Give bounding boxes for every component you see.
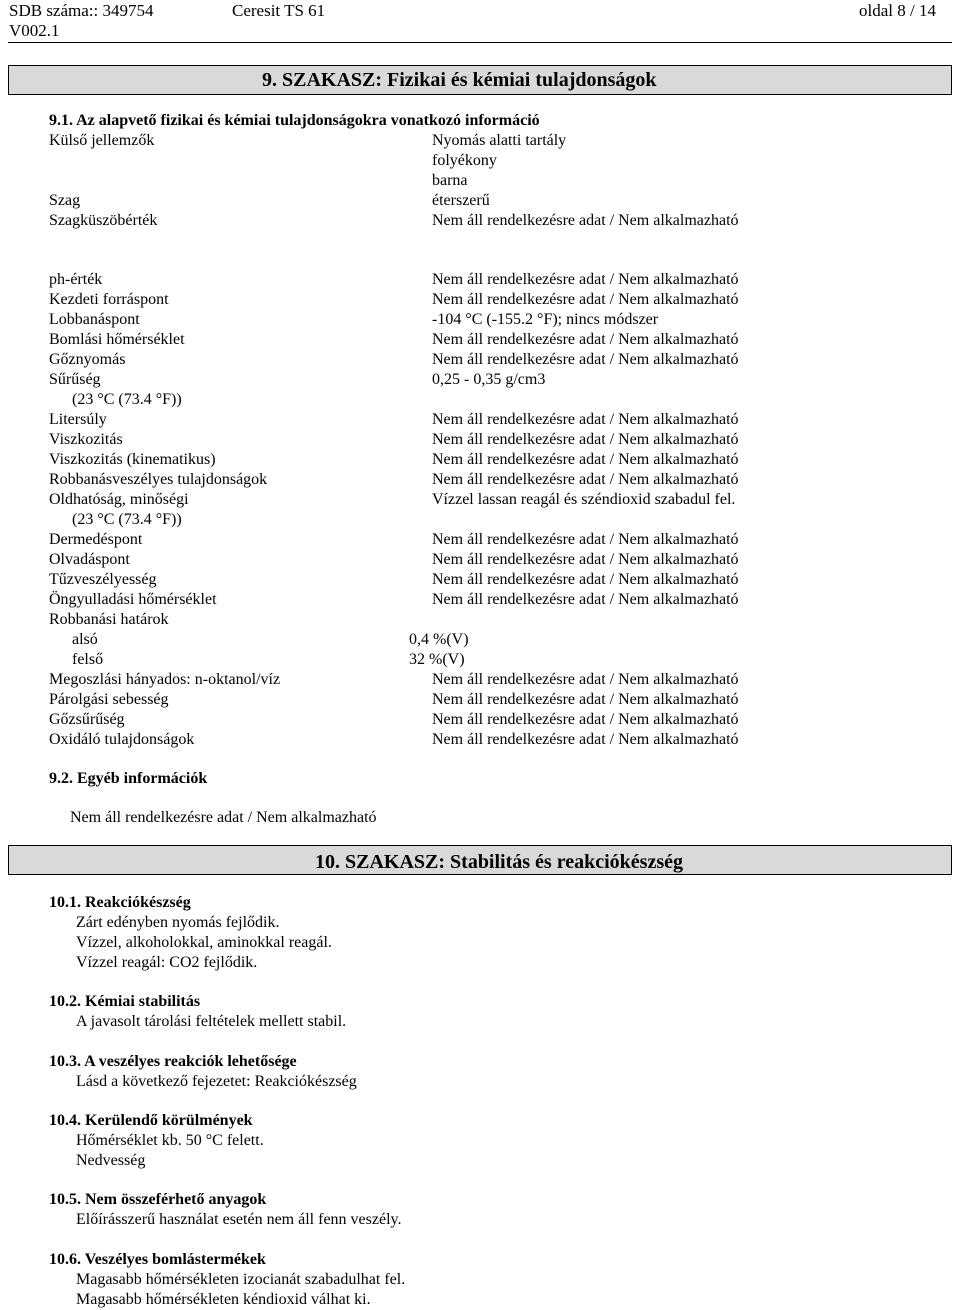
property-label: Oxidáló tulajdonságok [49, 731, 195, 748]
version: V002.1 [9, 21, 60, 40]
property-label: Lobbanáspont [49, 311, 140, 328]
property-label: Olvadáspont [49, 551, 130, 568]
property-row [49, 490, 736, 510]
subsection-10-2 [49, 992, 346, 1032]
property-value: Vízzel lassan reagál és széndioxid szabadul fel. [432, 491, 736, 508]
appearance-label: Külső jellemzők [49, 132, 155, 149]
section-9-banner [8, 65, 952, 95]
property-value: Nem áll rendelkezésre adat / Nem alkalmazható [432, 691, 739, 708]
property-label: ph-érték [49, 271, 103, 288]
subsection-title: 10.6. Veszélyes bomlástermékek [49, 1251, 266, 1268]
property-label: Dermedéspont [49, 531, 143, 548]
header-divider [8, 42, 952, 43]
property-label: Öngyulladási hőmérséklet [49, 591, 217, 608]
property-value: 32 %(V) [409, 651, 465, 668]
subsection-line: Magasabb hőmérsékleten izocianát szabadulhat fel. [76, 1271, 406, 1288]
subsection-line: Magasabb hőmérsékleten kéndioxid válhat ki. [76, 1291, 371, 1308]
property-row [49, 350, 739, 370]
property-row [49, 650, 465, 670]
property-row [49, 470, 739, 490]
property-label: Robbanásveszélyes tulajdonságok [49, 471, 268, 488]
property-value: Nem áll rendelkezésre adat / Nem alkalmazható [432, 571, 739, 588]
property-value: Nem áll rendelkezésre adat / Nem alkalmazható [432, 531, 739, 548]
property-row [49, 330, 739, 350]
section-9-title: 9. SZAKASZ: Fizikai és kémiai tulajdonságok [262, 69, 657, 91]
property-label: Litersúly [49, 411, 107, 428]
property-row [49, 570, 739, 590]
property-label: Robbanási határok [49, 611, 169, 628]
property-label: Gőzsűrűség [49, 711, 125, 728]
property-value: Nem áll rendelkezésre adat / Nem alkalmazható [432, 271, 739, 288]
property-row [49, 390, 182, 410]
appearance-value-3: barna [432, 172, 468, 189]
subsection-line: Lásd a következő fejezetet: Reakciókészség [76, 1073, 357, 1090]
property-label: Sűrűség [49, 371, 101, 388]
property-value: Nem áll rendelkezésre adat / Nem alkalmazható [432, 671, 739, 688]
subsection-10-3 [49, 1052, 357, 1092]
property-value: Nem áll rendelkezésre adat / Nem alkalmazható [432, 411, 739, 428]
subsection-10-6 [49, 1250, 405, 1310]
property-row [49, 410, 739, 430]
sdb-number: SDB száma:: 349754 [9, 1, 154, 20]
odor-row [49, 191, 490, 211]
property-value: Nem áll rendelkezésre adat / Nem alkalmazható [432, 711, 739, 728]
subsection-10-4 [49, 1111, 264, 1171]
property-label: Viszkozitás [49, 431, 123, 448]
property-row [49, 610, 169, 630]
odor-value: éterszerű [432, 192, 490, 209]
subsection-line: Vízzel, alkoholokkal, aminokkal reagál. [76, 934, 332, 951]
property-value: Nem áll rendelkezésre adat / Nem alkalmazható [432, 551, 739, 568]
subsection-line: Előírásszerű használat esetén nem áll fenn veszély. [76, 1211, 402, 1228]
page-number: oldal 8 / 14 [859, 1, 936, 20]
subsection-line: Vízzel reagál: CO2 fejlődik. [76, 954, 258, 971]
odor-label: Szag [49, 192, 81, 209]
other-info-text: Nem áll rendelkezésre adat / Nem alkalmazható [70, 809, 377, 826]
property-value: Nem áll rendelkezésre adat / Nem alkalmazható [432, 331, 739, 348]
property-row [49, 730, 739, 750]
product-name: Ceresit TS 61 [232, 1, 326, 20]
property-value: Nem áll rendelkezésre adat / Nem alkalmazható [432, 451, 739, 468]
property-value: 0,25 - 0,35 g/cm3 [432, 371, 546, 388]
property-label: Bomlási hőmérséklet [49, 331, 185, 348]
property-value: -104 °C (-155.2 °F); nincs módszer [432, 311, 659, 328]
subsection-title: 10.5. Nem összeférhető anyagok [49, 1191, 267, 1208]
property-value: Nem áll rendelkezésre adat / Nem alkalmazható [432, 591, 739, 608]
property-label: alsó [72, 631, 98, 648]
property-row [49, 430, 739, 450]
section-10-title: 10. SZAKASZ: Stabilitás és reakciókészség [315, 851, 683, 873]
document-id [9, 1, 154, 41]
odor-threshold-row [49, 211, 739, 231]
appearance-value-1: Nyomás alatti tartály [432, 132, 567, 149]
property-value: Nem áll rendelkezésre adat / Nem alkalmazható [432, 431, 739, 448]
property-value: 0,4 %(V) [409, 631, 469, 648]
property-label: Gőznyomás [49, 351, 126, 368]
property-row [49, 590, 739, 610]
property-row [49, 450, 739, 470]
property-row [49, 670, 739, 690]
property-label: Párolgási sebesség [49, 691, 169, 708]
subsection-line: Hőmérséklet kb. 50 °C felett. [76, 1132, 264, 1149]
property-row [49, 290, 739, 310]
property-row [49, 550, 739, 570]
property-row [49, 630, 469, 650]
subsection-line: Nedvesség [76, 1152, 146, 1169]
property-label: felső [72, 651, 104, 668]
property-label: Megoszlási hányados: n-oktanol/víz [49, 671, 281, 688]
property-label: Oldhatóság, minőségi [49, 491, 189, 508]
property-value: Nem áll rendelkezésre adat / Nem alkalmazható [432, 351, 739, 368]
property-value: Nem áll rendelkezésre adat / Nem alkalmazható [432, 471, 739, 488]
property-row [49, 690, 739, 710]
property-label: Viszkozitás (kinematikus) [49, 451, 216, 468]
property-label: (23 °C (73.4 °F)) [72, 511, 182, 528]
subsection-title: 10.3. A veszélyes reakciók lehetősége [49, 1053, 297, 1070]
property-label: Tűzveszélyesség [49, 571, 157, 588]
appearance-value-2: folyékony [432, 152, 497, 169]
subsection-10-1 [49, 893, 332, 973]
property-row [49, 270, 739, 290]
subsection-title: 10.2. Kémiai stabilitás [49, 993, 201, 1010]
subsection-title: 10.1. Reakciókészség [49, 894, 191, 911]
property-label: (23 °C (73.4 °F)) [72, 391, 182, 408]
odor-threshold-label: Szagküszöbérték [49, 212, 158, 229]
subsection-line: Zárt edényben nyomás fejlődik. [76, 914, 280, 931]
subsection-title: 10.4. Kerülendő körülmények [49, 1112, 253, 1129]
property-row [49, 510, 182, 530]
property-row [49, 530, 739, 550]
property-row [49, 710, 739, 730]
section-10-banner [8, 845, 952, 875]
property-value: Nem áll rendelkezésre adat / Nem alkalmazható [432, 731, 739, 748]
subsection-line: A javasolt tárolási feltételek mellett stabil. [76, 1013, 347, 1030]
subsection-9-2-title: 9.2. Egyéb információk [49, 770, 208, 787]
property-label: Kezdeti forráspont [49, 291, 169, 308]
subsection-10-5 [49, 1190, 401, 1230]
subsection-9-1-title: 9.1. Az alapvető fizikai és kémiai tulajdonságokra vonatkozó információ [49, 112, 540, 129]
appearance-row [49, 131, 567, 189]
property-row [49, 370, 546, 390]
property-value: Nem áll rendelkezésre adat / Nem alkalmazható [432, 291, 739, 308]
odor-threshold-value: Nem áll rendelkezésre adat / Nem alkalmazható [432, 212, 739, 229]
property-row [49, 310, 659, 330]
